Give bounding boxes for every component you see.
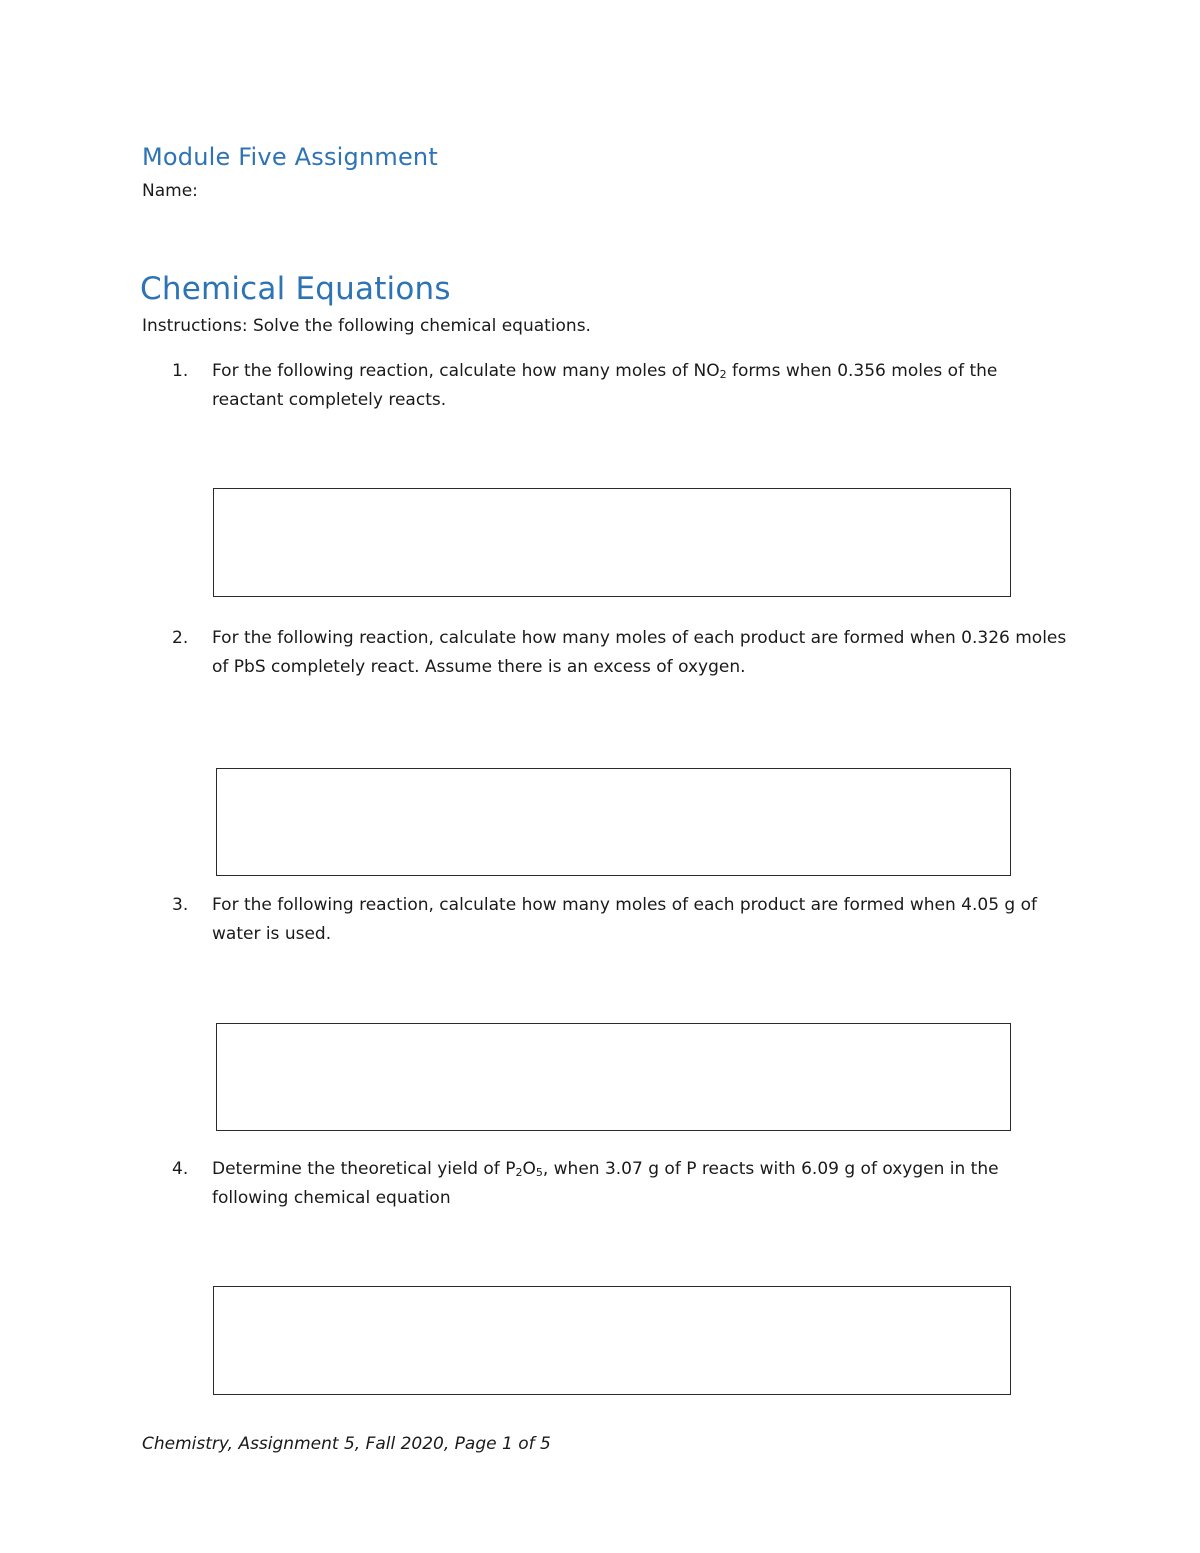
answer-box-2[interactable]	[216, 768, 1011, 876]
question-3	[172, 891, 1072, 949]
question-text: For the following reaction, calculate how many moles of each product are formed when 0.326 moles of PbS completely react. Assume there is an excess of oxygen.	[212, 628, 1067, 677]
assignment-subtitle: Module Five Assignment	[142, 143, 438, 171]
question-2	[172, 624, 1072, 682]
section-title: Chemical Equations	[140, 271, 451, 307]
question-number: 3.	[172, 895, 189, 915]
question-number: 4.	[172, 1159, 189, 1179]
subscript: 2	[719, 368, 727, 381]
page-footer: Chemistry, Assignment 5, Fall 2020, Page 1 of 5	[142, 1434, 551, 1454]
answer-box-4[interactable]	[213, 1286, 1011, 1395]
subscript: 2	[515, 1166, 523, 1179]
question-number: 2.	[172, 628, 189, 648]
answer-box-1[interactable]	[213, 488, 1011, 597]
answer-box-3[interactable]	[216, 1023, 1011, 1131]
instructions-text: Instructions: Solve the following chemical equations.	[142, 316, 591, 336]
question-4	[172, 1155, 1072, 1213]
name-label: Name:	[142, 181, 198, 201]
question-text: For the following reaction, calculate how many moles of each product are formed when 4.05 g of water is used.	[212, 895, 1038, 944]
subscript: 5	[535, 1166, 543, 1179]
question-text: For the following reaction, calculate how many moles of $NO_2$ forms when 0.356 moles of the reactant completely reacts.	[212, 361, 998, 410]
question-text: Determine the theoretical yield of $P_2O_5$, when 3.07 g of P reacts with 6.09 g of oxygen in the following chemical equation	[212, 1159, 999, 1208]
question-1	[172, 357, 1072, 415]
question-number: 1.	[172, 361, 189, 381]
name-line	[142, 181, 204, 201]
